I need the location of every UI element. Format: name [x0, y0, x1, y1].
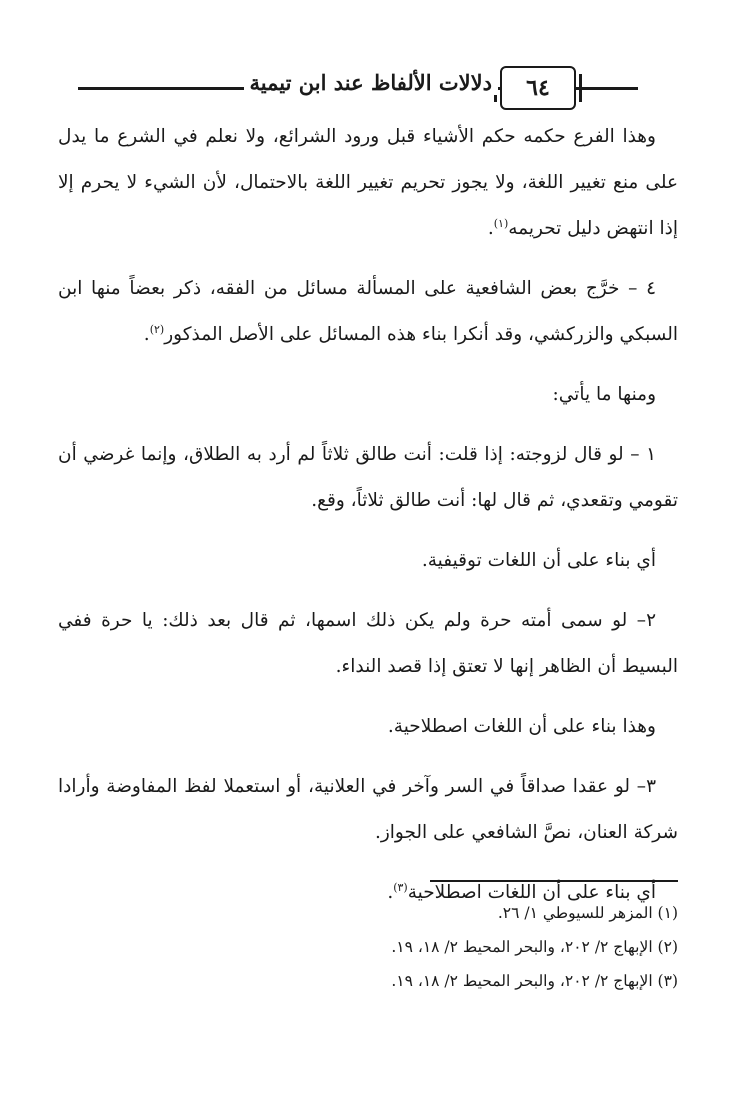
body-text: [58, 114, 678, 930]
paragraph: ٣– لو عقدا صداقاً في السر وآخر في العلانية، أو استعملا لفظ المفاوضة وأرادا شركة العنان، نصَّ الشافعي على الجواز.: [58, 776, 678, 843]
page-number: ٦٤: [500, 66, 576, 110]
page-header: [24, 66, 724, 114]
paragraph: أي بناء على أن اللغات اصطلاحية$^{(٣)}$.: [387, 880, 656, 903]
paragraph: وهذا الفرع حكمه حكم الأشياء قبل ورود الشرائع، ولا نعلم في الشرع ما يدل على منع تغيير اللغة، ولا يجوز تحريم تغيير اللغة بالاحتمال، لأن الشيء لا يحرم إلا إذا انتهض دليل تحريمه$^{(١)}$.: [58, 126, 678, 239]
footnote: (٣) الإبهاج ٢/ ٢٠٢، والبحر المحيط ٢/ ١٨، ١٩.: [391, 972, 678, 990]
footnote-separator: [430, 880, 678, 882]
paragraph: ٤ – خرَّج بعض الشافعية على المسألة مسائل من الفقه، ذكر بعضاً منها ابن السبكي والزركشي، وقد أنكرا بناء هذه المسائل على الأصل المذكور$^{(٢)}$.: [58, 278, 678, 345]
paragraph: ١ – لو قال لزوجته: إذا قلت: أنت طالق ثلاثاً لم أرد به الطلاق، وإنما غرضي أن تقومي وتقعدي، ثم قال لها: أنت طالق ثلاثاً، وقع.: [58, 444, 678, 511]
paragraph: وهذا بناء على أن اللغات اصطلاحية.: [387, 716, 656, 737]
footnote-ref: (١): [493, 216, 509, 230]
footnote-ref: (٢): [149, 322, 165, 336]
footnote-ref: (٣): [393, 880, 408, 894]
header-rule-right: [576, 87, 638, 90]
footnote: (١) المزهر للسيوطي ١/ ٢٦.: [497, 904, 678, 922]
running-title: دلالات الألفاظ عند ابن تيمية: [244, 70, 498, 95]
footnotes: [58, 896, 678, 998]
footnote: (٢) الإبهاج ٢/ ٢٠٢، والبحر المحيط ٢/ ١٨، ١٩.: [391, 938, 678, 956]
paragraph: أي بناء على أن اللغات توقيفية.: [421, 550, 656, 571]
paragraph: ومنها ما يأتي:: [552, 384, 656, 405]
paragraph: ٢– لو سمى أمته حرة ولم يكن ذلك اسمها، ثم قال بعد ذلك: يا حرة ففي البسيط أن الظاهر إنها لا تعتق إذا قصد النداء.: [58, 610, 678, 677]
